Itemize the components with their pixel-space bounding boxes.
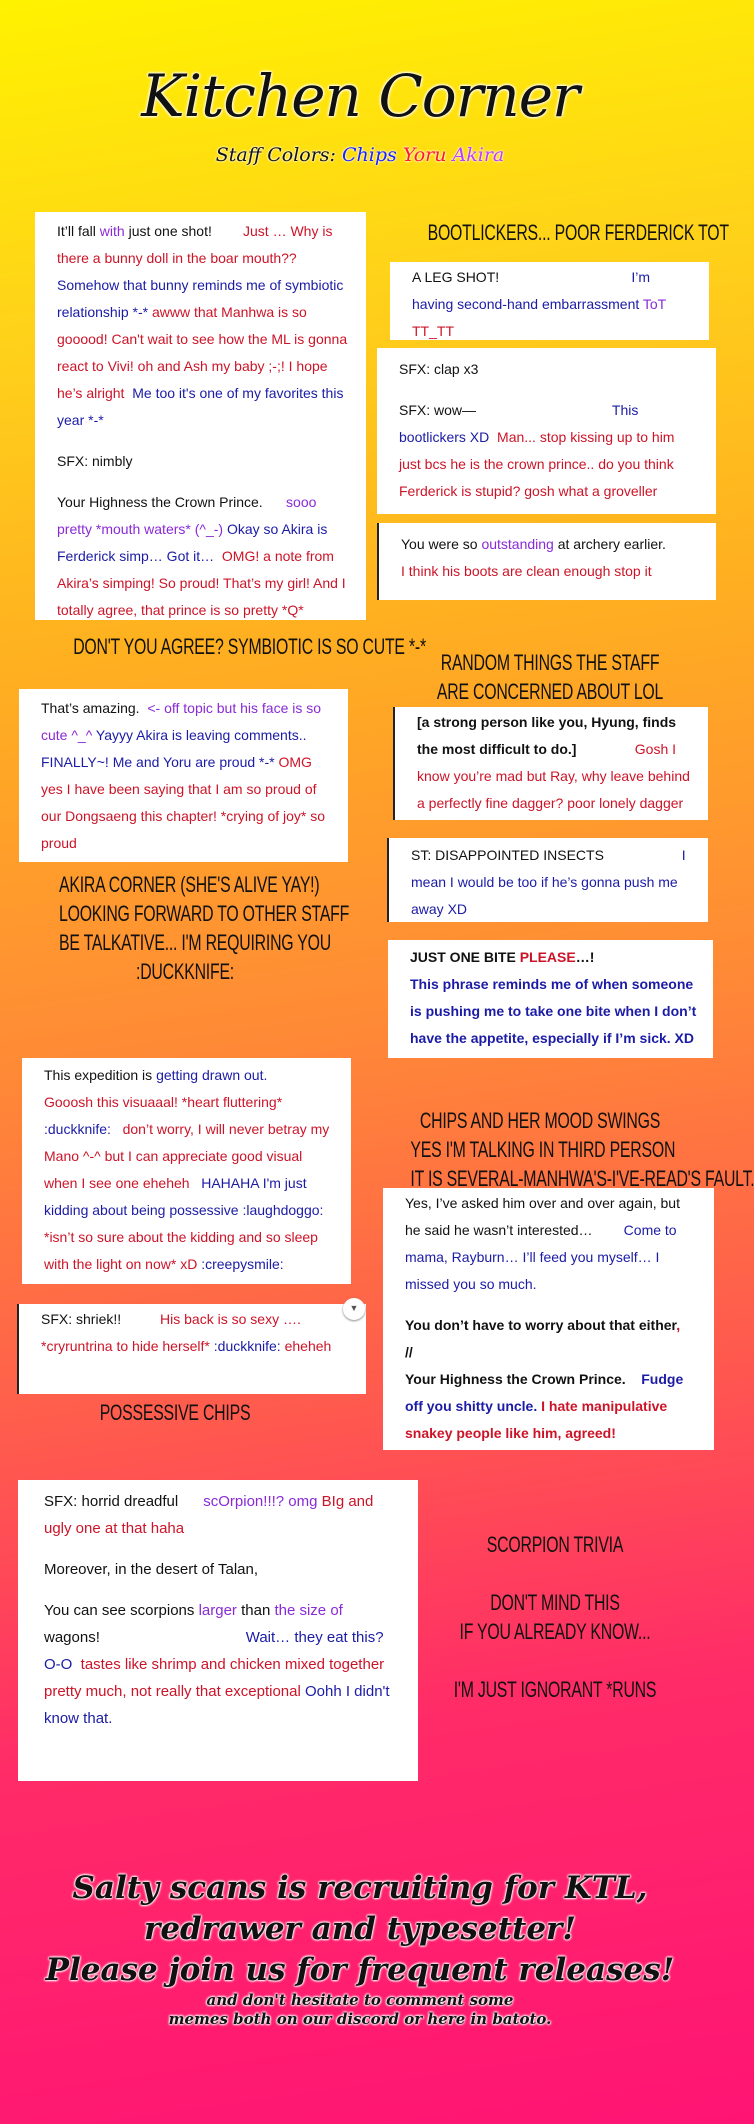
heading-line: IT IS SEVERAL-MANHWA'S-I'VE-READ'S FAULT.	[410, 1166, 754, 1191]
comment-box-dagger	[393, 707, 708, 820]
comment-text-segment: awww that Manhwa is so gooood! Can't wait to see how the ML is gonna react to Vivi! oh and Ash my baby ;-;! I hope he’s alright	[57, 304, 352, 401]
comment-text-segment: I’m having second-hand embarrassment	[412, 269, 654, 312]
comment-text-segment: Your Highness the Crown Prince.	[405, 1371, 642, 1387]
promo-small-line: memes both on our discord or here in batoto.	[168, 2010, 552, 2028]
comment-text-segment: I think his boots are clean enough stop it	[401, 563, 652, 579]
comment-text-segment: wagons!	[44, 1602, 347, 1646]
comment-text-segment: Yes, I’ve asked him over and over again, but he said he wasn’t interested…	[405, 1195, 684, 1238]
heading-line: SCORPION TRIVIA	[486, 1532, 624, 1557]
comment-box-archery	[377, 523, 716, 600]
heading-symbiotic	[73, 632, 426, 661]
comment-text-segment: than	[236, 1602, 275, 1619]
comment-text-segment: don’t worry, I will never betray my Mano ^-^ but I can appreciate good visual when I see one eheheh	[44, 1121, 334, 1191]
staff-chips: Chips	[342, 144, 397, 166]
heading-possessive-chips	[63, 1398, 286, 1427]
comment-paragraph	[44, 1597, 402, 1732]
comment-text-segment: :duckknife:	[44, 1121, 123, 1137]
comment-box-one-bite	[388, 940, 713, 1058]
comment-text-segment: SFX: shriek!!	[41, 1311, 161, 1327]
comment-box-insects	[387, 838, 708, 922]
staff-colors-legend	[0, 144, 720, 166]
comment-paragraph	[405, 1339, 698, 1366]
comment-text-segment: …!	[575, 949, 595, 965]
comment-text-segment: [a strong person like you, Hyung, finds the most difficult to do.]	[417, 714, 680, 757]
heading-line: RANDOM THINGS THE STAFF	[440, 650, 660, 675]
comment-box-scorpion	[18, 1480, 418, 1781]
comment-text-segment: Oohh I didn't know that.	[44, 1683, 394, 1727]
comment-text-segment: Gooosh this visuaaal! *heart fluttering*	[44, 1094, 287, 1110]
comment-text-segment: I mean I would be too if he’s gonna push me away XD	[411, 847, 690, 917]
comment-paragraph	[44, 1089, 335, 1278]
comment-text-segment: with	[99, 223, 125, 239]
comment-text-segment: TT_TT	[412, 323, 454, 339]
comment-paragraph	[44, 1062, 335, 1089]
comment-box-expedition	[22, 1058, 351, 1284]
page-title: Kitchen Corner	[141, 62, 579, 130]
comment-text-segment: Just … Why is there a bunny doll in the boar mouth??	[57, 223, 337, 266]
comment-text-segment: You can see scorpions	[44, 1602, 199, 1619]
comment-paragraph	[405, 1190, 698, 1298]
comment-text-segment: the size of	[274, 1602, 343, 1619]
staff-yoru: Yoru	[402, 144, 447, 166]
comment-text-segment: You were so	[401, 536, 482, 552]
comment-text-segment: Wait… they eat this? O-O	[44, 1629, 388, 1673]
comment-text-segment: PLEASE	[519, 949, 576, 965]
comment-text-segment: Fudge off you shitty uncle.	[405, 1371, 688, 1414]
comment-text-segment: Man... stop kissing up to him just bcs he is the crown prince.. do you think Ferderick is stupid? gosh what a groveller	[399, 429, 679, 499]
comment-text-segment: This bootlickers XD	[399, 402, 643, 445]
heading-line	[443, 1646, 666, 1675]
comment-paragraph	[399, 356, 700, 383]
comment-paragraph	[412, 264, 693, 345]
comment-text-segment: larger	[198, 1602, 237, 1619]
comment-box-leg-shot	[390, 262, 709, 340]
comment-text-segment: It’ll fall	[57, 223, 100, 239]
heading-chips-mood-swings	[410, 1106, 754, 1193]
comment-paragraph	[401, 531, 700, 558]
comment-text-segment: getting drawn out.	[156, 1067, 268, 1083]
heading-line: IF YOU ALREADY KNOW...	[459, 1619, 651, 1644]
heading-line: DON'T MIND THIS	[490, 1590, 620, 1615]
comment-text-segment: Somehow that bunny reminds me of symbiotic relationship *-*	[57, 277, 348, 320]
heading-line: CHIPS AND HER MOOD SWINGS	[419, 1108, 661, 1133]
comment-text-segment: SFX: wow—	[399, 402, 612, 418]
heading-line: DON'T YOU AGREE? SYMBIOTIC IS SO CUTE *-*	[73, 634, 426, 659]
comment-text-segment: tastes like shrimp and chicken mixed together pretty much, not really that exceptional	[44, 1656, 389, 1700]
comment-text-segment: This expedition is	[44, 1067, 157, 1083]
heading-bootlickers	[427, 218, 729, 247]
comment-paragraph	[57, 489, 350, 624]
promo-line: redrawer and typesetter!	[144, 1911, 576, 1947]
comment-box-bootlickers	[377, 348, 716, 514]
comment-paragraph	[411, 842, 692, 923]
heading-line: LOOKING FORWARD TO OTHER STAFF	[58, 901, 350, 926]
heading-line: ARE CONCERNED ABOUT LOL	[436, 679, 664, 704]
comment-text-segment: BIg and ugly one at that haha	[44, 1493, 378, 1537]
comment-text-segment: His back is so sexy …. *cryruntrina to hide herself*	[41, 1311, 305, 1354]
comment-text-segment: Moreover, in the desert of Talan,	[44, 1561, 259, 1578]
comment-text-segment: eheheh	[284, 1338, 332, 1354]
comment-text-segment: ST: DISAPPOINTED INSECTS	[411, 847, 682, 863]
heading-line: BOOTLICKERS... POOR FERDERICK TOT	[427, 220, 729, 245]
comment-text-segment: That’s amazing.	[41, 700, 148, 716]
heading-line: I'M JUST IGNORANT *RUNS	[453, 1677, 657, 1702]
comment-text-segment: HAHAHA I'm just kidding about being possessive :laughdoggo:	[44, 1175, 328, 1218]
comment-text-segment: You don’t have to worry about that either	[405, 1317, 677, 1333]
comment-text-segment: ,	[676, 1317, 681, 1333]
staff-colors-label: Staff Colors:	[215, 144, 336, 166]
comment-text-segment: SFX: horrid dreadful	[44, 1493, 204, 1510]
heading-line	[443, 1559, 666, 1588]
comment-text-segment: I hate manipulative snakey people like him, agreed!	[405, 1398, 672, 1441]
comment-text-segment: Okay so Akira is Ferderick simp… Got it…	[57, 521, 332, 564]
comment-text-segment: :duckknife:	[213, 1338, 285, 1354]
comment-box-crown-prince	[35, 212, 366, 620]
comment-paragraph	[410, 944, 697, 971]
heading-scorpion-trivia	[443, 1530, 666, 1704]
comment-text-segment: ToT	[642, 296, 670, 312]
comment-text-segment: Yayyy Akira is leaving comments.. FINALLY~! Me and Yoru are proud *-*	[41, 727, 311, 770]
comment-text-segment: *isn’t so sure about the kidding and so sleep with the light on now* xD	[44, 1229, 322, 1272]
comment-paragraph	[41, 1306, 350, 1360]
heading-akira-corner	[58, 870, 350, 986]
comment-text-segment: outstanding	[481, 536, 554, 552]
comment-text-segment: Gosh I know you’re mad but Ray, why leave behind a perfectly fine dagger? poor lonely dagger	[417, 741, 694, 811]
promo-line: Salty scans is recruiting for KTL,	[72, 1870, 648, 1906]
comment-text-segment: Me too it's one of my favorites this year *-*	[57, 385, 348, 428]
comment-paragraph	[401, 558, 700, 585]
comment-text-segment: OMG! a note from Akira’s simping! So proud! That’s my girl! And I totally agree, that prince is so pretty *Q*	[57, 548, 350, 618]
comment-text-segment: at archery earlier.	[553, 536, 666, 552]
heading-line: POSSESSIVE CHIPS	[99, 1400, 251, 1425]
comment-paragraph	[57, 218, 350, 434]
staff-akira: Akira	[452, 144, 505, 166]
heading-line: AKIRA CORNER (SHE'S ALIVE YAY!)	[58, 872, 320, 897]
comment-text-segment: OMG yes I have been saying that I am so proud of our Dongsaeng this chapter! *crying of joy* so proud	[41, 754, 329, 851]
comment-text-segment: //	[405, 1344, 413, 1360]
comment-text-segment: scOrpion!!!? omg	[203, 1493, 322, 1510]
promo-line: Please join us for frequent releases!	[45, 1952, 675, 1988]
comment-text-segment: JUST ONE BITE	[410, 949, 520, 965]
comment-paragraph	[57, 448, 350, 475]
comment-box-rayburn	[383, 1188, 714, 1450]
heading-line: YES I'M TALKING IN THIRD PERSON	[410, 1137, 676, 1162]
comment-text-segment: SFX: clap x3	[399, 361, 479, 377]
comment-paragraph	[410, 971, 701, 1052]
comment-text-segment: This phrase reminds me of when someone is pushing me to take one bite when I don’t have the appetite, especially if I’m sick. XD	[410, 976, 701, 1046]
comment-text-segment: just one shot!	[124, 223, 243, 239]
comment-paragraph	[417, 709, 692, 817]
comment-text-segment: Come to mama, Rayburn… I’ll feed you myself… I missed you so much.	[405, 1222, 681, 1292]
comment-text-segment: <- off topic but his face is so cute ^_^	[41, 700, 325, 743]
promo-small-line: and don't hesitate to comment some	[206, 1991, 514, 2009]
comment-text-segment: A LEG SHOT!	[412, 269, 632, 285]
comment-text-segment: Your Highness the Crown Prince.	[57, 494, 287, 510]
comment-box-amazing	[19, 689, 348, 862]
comment-paragraph	[399, 397, 700, 505]
heading-line: :DUCKKNIFE:	[136, 959, 234, 984]
comment-text-segment: :creepysmile:	[201, 1256, 284, 1272]
comment-paragraph	[44, 1556, 402, 1583]
comment-text-segment: SFX: nimbly	[57, 453, 133, 469]
comment-paragraph	[405, 1312, 698, 1339]
comment-paragraph	[41, 695, 332, 857]
recruitment-banner	[0, 1868, 720, 2029]
comment-paragraph	[44, 1488, 402, 1542]
comment-text-segment: sooo pretty *mouth waters* (^_-)	[57, 494, 321, 537]
heading-line: BE TALKATIVE... I'M REQUIRING YOU	[58, 930, 331, 955]
heading-random-things	[428, 648, 673, 706]
dropdown-arrow-icon: ▼	[343, 1298, 365, 1320]
comment-box-shriek	[17, 1304, 366, 1394]
comment-paragraph	[405, 1366, 698, 1447]
